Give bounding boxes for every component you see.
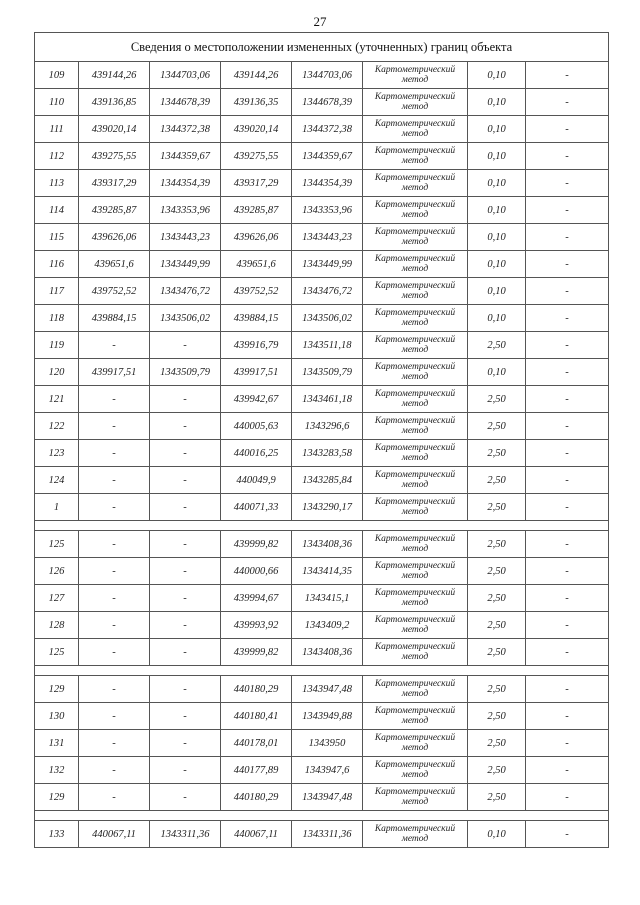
point-number-cell: 113 xyxy=(35,170,79,197)
existing-y-cell: - xyxy=(150,676,221,703)
note-cell: - xyxy=(526,143,609,170)
refined-y-cell: 1343506,02 xyxy=(292,305,363,332)
existing-x-cell: - xyxy=(79,440,150,467)
refined-y-cell: 1343947,48 xyxy=(292,676,363,703)
table-row xyxy=(35,116,609,143)
refined-x-cell: 440067,11 xyxy=(221,821,292,848)
note-cell: - xyxy=(526,440,609,467)
existing-x-cell: 440067,11 xyxy=(79,821,150,848)
table-row xyxy=(35,197,609,224)
refined-y-cell: 1343947,48 xyxy=(292,784,363,811)
existing-y-cell: - xyxy=(150,703,221,730)
accuracy-cell: 0,10 xyxy=(468,89,526,116)
refined-y-cell: 1343511,18 xyxy=(292,332,363,359)
existing-y-cell: - xyxy=(150,612,221,639)
accuracy-cell: 2,50 xyxy=(468,332,526,359)
table-row xyxy=(35,612,609,639)
refined-y-cell: 1343947,6 xyxy=(292,757,363,784)
note-cell: - xyxy=(526,278,609,305)
point-number-cell: 132 xyxy=(35,757,79,784)
existing-x-cell: - xyxy=(79,703,150,730)
method-cell: Картометрический метод xyxy=(363,494,468,521)
refined-y-cell: 1343285,84 xyxy=(292,467,363,494)
refined-y-cell: 1343408,36 xyxy=(292,639,363,666)
existing-y-cell: - xyxy=(150,332,221,359)
method-cell: Картометрический метод xyxy=(363,676,468,703)
table-row xyxy=(35,821,609,848)
existing-y-cell: 1344359,67 xyxy=(150,143,221,170)
page-number: 27 xyxy=(313,14,327,29)
table-row xyxy=(35,730,609,757)
point-number-cell: 112 xyxy=(35,143,79,170)
existing-x-cell: - xyxy=(79,386,150,413)
refined-y-cell: 1343296,6 xyxy=(292,413,363,440)
method-cell: Картометрический метод xyxy=(363,784,468,811)
refined-y-cell: 1343414,35 xyxy=(292,558,363,585)
section-separator-row xyxy=(35,666,609,676)
table-row xyxy=(35,251,609,278)
existing-y-cell: 1343353,96 xyxy=(150,197,221,224)
existing-y-cell: 1344703,06 xyxy=(150,62,221,89)
method-cell: Картометрический метод xyxy=(363,386,468,413)
refined-x-cell: 439626,06 xyxy=(221,224,292,251)
existing-x-cell: 439651,6 xyxy=(79,251,150,278)
refined-x-cell: 439999,82 xyxy=(221,531,292,558)
refined-y-cell: 1343415,1 xyxy=(292,585,363,612)
existing-x-cell: - xyxy=(79,332,150,359)
point-number-cell: 125 xyxy=(35,639,79,666)
refined-x-cell: 439136,35 xyxy=(221,89,292,116)
note-cell: - xyxy=(526,531,609,558)
table-row xyxy=(35,278,609,305)
existing-y-cell: - xyxy=(150,730,221,757)
existing-y-cell: 1344372,38 xyxy=(150,116,221,143)
refined-y-cell: 1343290,17 xyxy=(292,494,363,521)
refined-x-cell: 439917,51 xyxy=(221,359,292,386)
accuracy-cell: 2,50 xyxy=(468,730,526,757)
refined-x-cell: 440180,29 xyxy=(221,784,292,811)
existing-y-cell: 1344678,39 xyxy=(150,89,221,116)
existing-x-cell: - xyxy=(79,413,150,440)
table-row xyxy=(35,639,609,666)
point-number-cell: 130 xyxy=(35,703,79,730)
accuracy-cell: 0,10 xyxy=(468,821,526,848)
note-cell: - xyxy=(526,676,609,703)
accuracy-cell: 2,50 xyxy=(468,386,526,413)
refined-y-cell: 1344372,38 xyxy=(292,116,363,143)
existing-x-cell: 439285,87 xyxy=(79,197,150,224)
table-row xyxy=(35,224,609,251)
method-cell: Картометрический метод xyxy=(363,197,468,224)
refined-y-cell: 1344703,06 xyxy=(292,62,363,89)
refined-x-cell: 439144,26 xyxy=(221,62,292,89)
refined-x-cell: 439275,55 xyxy=(221,143,292,170)
existing-y-cell: 1343449,99 xyxy=(150,251,221,278)
note-cell: - xyxy=(526,62,609,89)
method-cell: Картометрический метод xyxy=(363,305,468,332)
accuracy-cell: 2,50 xyxy=(468,585,526,612)
note-cell: - xyxy=(526,197,609,224)
refined-x-cell: 439942,67 xyxy=(221,386,292,413)
method-cell: Картометрический метод xyxy=(363,62,468,89)
existing-y-cell: - xyxy=(150,413,221,440)
point-number-cell: 123 xyxy=(35,440,79,467)
method-cell: Картометрический метод xyxy=(363,467,468,494)
existing-x-cell: - xyxy=(79,757,150,784)
note-cell: - xyxy=(526,170,609,197)
note-cell: - xyxy=(526,703,609,730)
accuracy-cell: 0,10 xyxy=(468,62,526,89)
note-cell: - xyxy=(526,332,609,359)
table-row xyxy=(35,757,609,784)
point-number-cell: 111 xyxy=(35,116,79,143)
note-cell: - xyxy=(526,359,609,386)
point-number-cell: 127 xyxy=(35,585,79,612)
table-row xyxy=(35,62,609,89)
existing-y-cell: - xyxy=(150,558,221,585)
refined-y-cell: 1343449,99 xyxy=(292,251,363,278)
table-row xyxy=(35,784,609,811)
refined-y-cell: 1343509,79 xyxy=(292,359,363,386)
table-row xyxy=(35,676,609,703)
point-number-cell: 120 xyxy=(35,359,79,386)
point-number-cell: 125 xyxy=(35,531,79,558)
point-number-cell: 118 xyxy=(35,305,79,332)
accuracy-cell: 2,50 xyxy=(468,612,526,639)
accuracy-cell: 2,50 xyxy=(468,440,526,467)
existing-y-cell: - xyxy=(150,440,221,467)
method-cell: Картометрический метод xyxy=(363,143,468,170)
existing-x-cell: - xyxy=(79,558,150,585)
table-row xyxy=(35,494,609,521)
method-cell: Картометрический метод xyxy=(363,558,468,585)
refined-y-cell: 1343476,72 xyxy=(292,278,363,305)
accuracy-cell: 2,50 xyxy=(468,639,526,666)
refined-y-cell: 1344678,39 xyxy=(292,89,363,116)
accuracy-cell: 0,10 xyxy=(468,251,526,278)
point-number-cell: 129 xyxy=(35,676,79,703)
table-row xyxy=(35,170,609,197)
point-number-cell: 122 xyxy=(35,413,79,440)
existing-x-cell: 439884,15 xyxy=(79,305,150,332)
refined-y-cell: 1344359,67 xyxy=(292,143,363,170)
accuracy-cell: 0,10 xyxy=(468,170,526,197)
point-number-cell: 128 xyxy=(35,612,79,639)
refined-y-cell: 1343949,88 xyxy=(292,703,363,730)
accuracy-cell: 2,50 xyxy=(468,703,526,730)
method-cell: Картометрический метод xyxy=(363,224,468,251)
section-separator-row xyxy=(35,811,609,821)
refined-y-cell: 1344354,39 xyxy=(292,170,363,197)
existing-y-cell: 1343509,79 xyxy=(150,359,221,386)
accuracy-cell: 2,50 xyxy=(468,676,526,703)
point-number-cell: 110 xyxy=(35,89,79,116)
point-number-cell: 126 xyxy=(35,558,79,585)
table-row xyxy=(35,359,609,386)
method-cell: Картометрический метод xyxy=(363,278,468,305)
note-cell: - xyxy=(526,116,609,143)
existing-x-cell: 439626,06 xyxy=(79,224,150,251)
existing-y-cell: 1344354,39 xyxy=(150,170,221,197)
existing-x-cell: 439317,29 xyxy=(79,170,150,197)
existing-y-cell: - xyxy=(150,386,221,413)
method-cell: Картометрический метод xyxy=(363,332,468,359)
accuracy-cell: 0,10 xyxy=(468,143,526,170)
method-cell: Картометрический метод xyxy=(363,585,468,612)
table-title-row xyxy=(35,33,609,62)
note-cell: - xyxy=(526,821,609,848)
refined-y-cell: 1343283,58 xyxy=(292,440,363,467)
refined-y-cell: 1343461,18 xyxy=(292,386,363,413)
refined-x-cell: 439916,79 xyxy=(221,332,292,359)
existing-x-cell: 439144,26 xyxy=(79,62,150,89)
refined-y-cell: 1343443,23 xyxy=(292,224,363,251)
table-row xyxy=(35,585,609,612)
note-cell: - xyxy=(526,494,609,521)
refined-x-cell: 440180,41 xyxy=(221,703,292,730)
note-cell: - xyxy=(526,639,609,666)
accuracy-cell: 2,50 xyxy=(468,757,526,784)
existing-x-cell: 439917,51 xyxy=(79,359,150,386)
existing-y-cell: 1343506,02 xyxy=(150,305,221,332)
refined-x-cell: 439999,82 xyxy=(221,639,292,666)
point-number-cell: 133 xyxy=(35,821,79,848)
note-cell: - xyxy=(526,467,609,494)
point-number-cell: 124 xyxy=(35,467,79,494)
refined-y-cell: 1343409,2 xyxy=(292,612,363,639)
refined-x-cell: 439651,6 xyxy=(221,251,292,278)
method-cell: Картометрический метод xyxy=(363,821,468,848)
accuracy-cell: 0,10 xyxy=(468,197,526,224)
refined-x-cell: 440049,9 xyxy=(221,467,292,494)
point-number-cell: 119 xyxy=(35,332,79,359)
note-cell: - xyxy=(526,89,609,116)
existing-y-cell: - xyxy=(150,467,221,494)
existing-x-cell: - xyxy=(79,494,150,521)
refined-y-cell: 1343950 xyxy=(292,730,363,757)
section-separator-row xyxy=(35,521,609,531)
method-cell: Картометрический метод xyxy=(363,359,468,386)
section-separator xyxy=(35,811,609,821)
point-number-cell: 1 xyxy=(35,494,79,521)
existing-x-cell: - xyxy=(79,612,150,639)
point-number-cell: 121 xyxy=(35,386,79,413)
existing-x-cell: - xyxy=(79,676,150,703)
table-row xyxy=(35,305,609,332)
note-cell: - xyxy=(526,558,609,585)
method-cell: Картометрический метод xyxy=(363,531,468,558)
refined-x-cell: 440180,29 xyxy=(221,676,292,703)
existing-y-cell: 1343443,23 xyxy=(150,224,221,251)
existing-x-cell: - xyxy=(79,784,150,811)
existing-x-cell: 439275,55 xyxy=(79,143,150,170)
existing-y-cell: - xyxy=(150,531,221,558)
existing-x-cell: - xyxy=(79,467,150,494)
note-cell: - xyxy=(526,730,609,757)
existing-x-cell: 439752,52 xyxy=(79,278,150,305)
accuracy-cell: 2,50 xyxy=(468,531,526,558)
accuracy-cell: 0,10 xyxy=(468,116,526,143)
accuracy-cell: 0,10 xyxy=(468,359,526,386)
method-cell: Картометрический метод xyxy=(363,730,468,757)
point-number-cell: 131 xyxy=(35,730,79,757)
note-cell: - xyxy=(526,251,609,278)
point-number-cell: 114 xyxy=(35,197,79,224)
section-separator xyxy=(35,666,609,676)
method-cell: Картометрический метод xyxy=(363,251,468,278)
point-number-cell: 117 xyxy=(35,278,79,305)
table-row xyxy=(35,703,609,730)
refined-x-cell: 439317,29 xyxy=(221,170,292,197)
note-cell: - xyxy=(526,612,609,639)
refined-x-cell: 440005,63 xyxy=(221,413,292,440)
method-cell: Картометрический метод xyxy=(363,757,468,784)
note-cell: - xyxy=(526,386,609,413)
table-row xyxy=(35,332,609,359)
note-cell: - xyxy=(526,413,609,440)
existing-y-cell: 1343311,36 xyxy=(150,821,221,848)
table-title: Сведения о местоположении измененных (уточненных) границ объекта xyxy=(35,33,609,62)
method-cell: Картометрический метод xyxy=(363,89,468,116)
note-cell: - xyxy=(526,305,609,332)
refined-x-cell: 440071,33 xyxy=(221,494,292,521)
method-cell: Картометрический метод xyxy=(363,413,468,440)
method-cell: Картометрический метод xyxy=(363,440,468,467)
point-number-cell: 116 xyxy=(35,251,79,278)
existing-x-cell: - xyxy=(79,585,150,612)
refined-x-cell: 439994,67 xyxy=(221,585,292,612)
existing-y-cell: 1343476,72 xyxy=(150,278,221,305)
table-row xyxy=(35,413,609,440)
refined-x-cell: 439993,92 xyxy=(221,612,292,639)
method-cell: Картометрический метод xyxy=(363,639,468,666)
accuracy-cell: 2,50 xyxy=(468,558,526,585)
table-row xyxy=(35,531,609,558)
point-number-cell: 115 xyxy=(35,224,79,251)
accuracy-cell: 2,50 xyxy=(468,784,526,811)
table-row xyxy=(35,386,609,413)
accuracy-cell: 0,10 xyxy=(468,224,526,251)
method-cell: Картометрический метод xyxy=(363,116,468,143)
refined-x-cell: 440178,01 xyxy=(221,730,292,757)
refined-y-cell: 1343311,36 xyxy=(292,821,363,848)
refined-x-cell: 440000,66 xyxy=(221,558,292,585)
accuracy-cell: 2,50 xyxy=(468,467,526,494)
existing-y-cell: - xyxy=(150,757,221,784)
accuracy-cell: 2,50 xyxy=(468,413,526,440)
existing-y-cell: - xyxy=(150,639,221,666)
refined-x-cell: 440016,25 xyxy=(221,440,292,467)
method-cell: Картометрический метод xyxy=(363,612,468,639)
existing-x-cell: - xyxy=(79,639,150,666)
section-separator xyxy=(35,521,609,531)
refined-x-cell: 439020,14 xyxy=(221,116,292,143)
boundary-coordinates-table xyxy=(34,32,609,848)
refined-y-cell: 1343408,36 xyxy=(292,531,363,558)
existing-x-cell: - xyxy=(79,730,150,757)
refined-x-cell: 440177,89 xyxy=(221,757,292,784)
existing-y-cell: - xyxy=(150,784,221,811)
table-row xyxy=(35,467,609,494)
table-row xyxy=(35,143,609,170)
refined-x-cell: 439884,15 xyxy=(221,305,292,332)
refined-y-cell: 1343353,96 xyxy=(292,197,363,224)
method-cell: Картометрический метод xyxy=(363,703,468,730)
table-row xyxy=(35,558,609,585)
point-number-cell: 109 xyxy=(35,62,79,89)
accuracy-cell: 0,10 xyxy=(468,305,526,332)
existing-y-cell: - xyxy=(150,494,221,521)
refined-x-cell: 439752,52 xyxy=(221,278,292,305)
accuracy-cell: 2,50 xyxy=(468,494,526,521)
existing-x-cell: 439020,14 xyxy=(79,116,150,143)
note-cell: - xyxy=(526,784,609,811)
note-cell: - xyxy=(526,585,609,612)
table-row xyxy=(35,440,609,467)
table-row xyxy=(35,89,609,116)
note-cell: - xyxy=(526,757,609,784)
refined-x-cell: 439285,87 xyxy=(221,197,292,224)
note-cell: - xyxy=(526,224,609,251)
existing-x-cell: - xyxy=(79,531,150,558)
accuracy-cell: 0,10 xyxy=(468,278,526,305)
point-number-cell: 129 xyxy=(35,784,79,811)
existing-y-cell: - xyxy=(150,585,221,612)
existing-x-cell: 439136,85 xyxy=(79,89,150,116)
method-cell: Картометрический метод xyxy=(363,170,468,197)
